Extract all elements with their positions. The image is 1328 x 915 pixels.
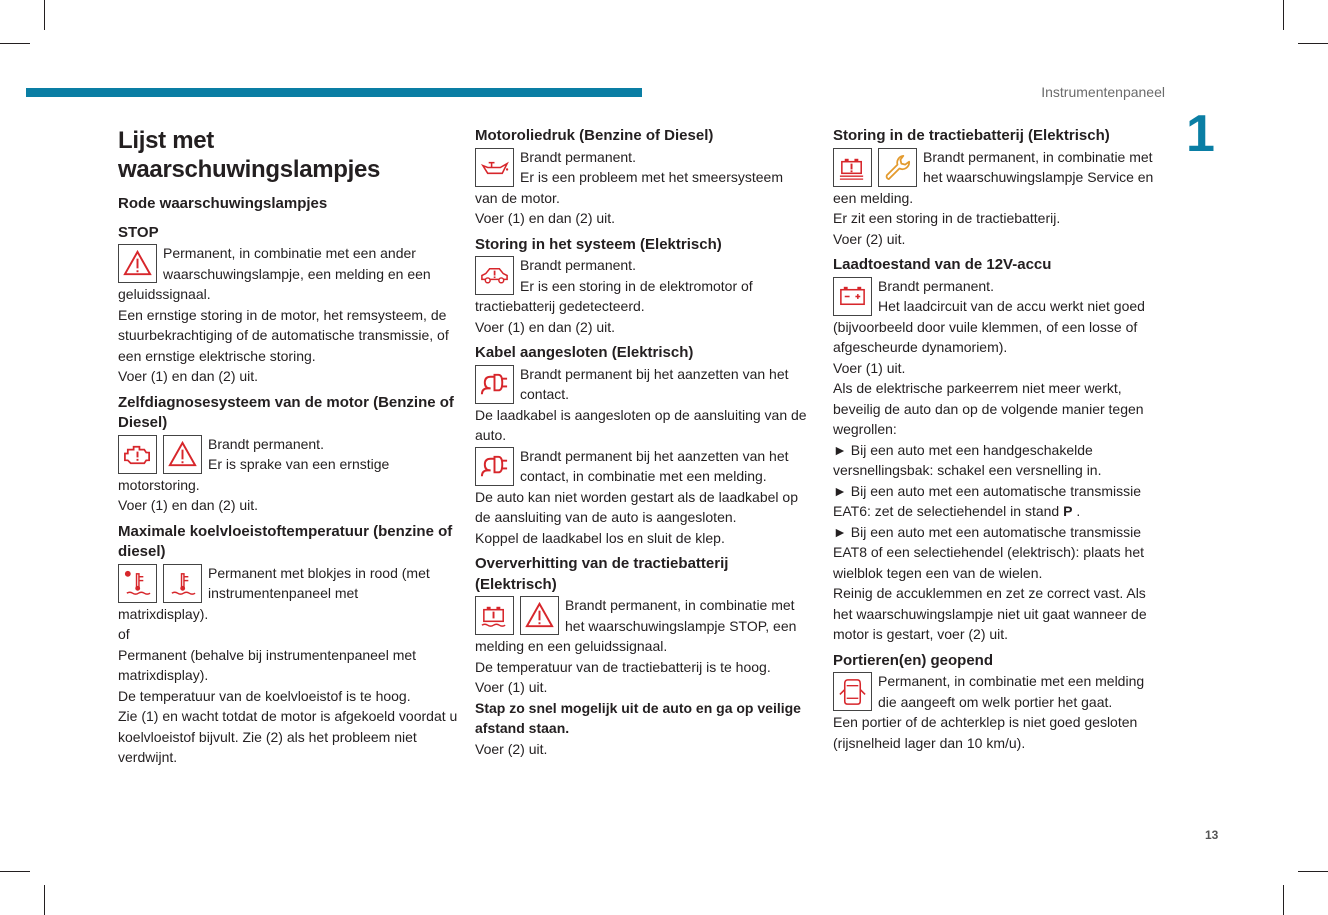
diag-action: Voer (1) en dan (2) uit. <box>118 497 259 513</box>
door-open-icon <box>833 672 872 711</box>
battery-bullet-3: ► Bij een auto met een automatische transmissie EAT8 of een selectiehendel (elektrisch): plaats het wielblok tegen een van de wielen. <box>833 523 1145 581</box>
overheat-action-2: Voer (2) uit. <box>475 740 548 757</box>
battery-bullet-2 <box>833 481 1167 522</box>
crop-mark <box>1283 885 1284 915</box>
coolant-action: Zie (1) en wacht totdat de motor is afgekoeld voordat u koelvloeistof bijvult. Zie (2) als het probleem niet verdwijnt. <box>118 708 458 765</box>
battery-body: Als de elektrische parkeerrem niet meer werkt, beveilig de auto dan op de volgende manier tegen wegrollen: <box>833 380 1144 437</box>
diag-entry <box>118 434 458 496</box>
system-action: Voer (1) en dan (2) uit. <box>475 318 616 335</box>
overheat-text-3: melding en een geluidssignaal. <box>475 638 668 654</box>
traction-battery-icon <box>833 148 872 187</box>
diag-text-2: Er is sprake van een ernstige <box>208 456 390 472</box>
crop-mark <box>1298 43 1328 44</box>
system-text-1: Brandt permanent. <box>520 257 636 273</box>
battery-temperature-icon <box>475 596 514 635</box>
charging-plug-icon <box>475 447 514 486</box>
oil-action: Voer (1) en dan (2) uit. <box>475 210 616 226</box>
gear-position-p: P <box>1063 503 1073 519</box>
crop-mark <box>1298 871 1328 872</box>
cable-entry-b <box>475 446 811 487</box>
traction-body: Er zit een storing in de tractiebatterij. <box>833 210 1061 226</box>
crop-mark <box>44 0 45 30</box>
header-accent-bar <box>26 88 642 97</box>
doors-body: Een portier of de achterklep is niet goed gesloten (rijsnelheid lager dan 10 km/u). <box>833 714 1138 751</box>
stop-text-1: Permanent, in combinatie met een ander <box>163 245 416 261</box>
overheat-text-1: Brandt permanent, in combinatie met <box>565 597 795 613</box>
overheat-warning: Stap zo snel mogelijk uit de auto en ga op veilige afstand staan. <box>475 699 801 736</box>
doors-text-1: Permanent, in combinatie met een melding <box>878 673 1145 689</box>
overheat-action: Voer (1) uit. <box>475 679 548 695</box>
cable-a-body: De laadkabel is aangesloten op de aansluiting van de auto. <box>475 406 807 443</box>
cable-a-text-2: contact. <box>520 386 570 402</box>
subtitle: Rode waarschuwingslampjes <box>118 195 328 212</box>
overheat-text-2: het waarschuwingslampje STOP, een <box>565 617 797 634</box>
traction-action: Voer (2) uit. <box>833 230 906 247</box>
cable-b-text-1: Brandt permanent bij het aanzetten van het <box>520 447 789 464</box>
charging-plug-icon <box>475 365 514 404</box>
battery-tail: Reinig de accuklemmen en zet ze correct vast. Als het waarschuwingslampje niet uit gaat wanneer de motor is gestart, voer (2) uit. <box>833 585 1147 642</box>
traction-text-1: Brandt permanent, in combinatie met <box>923 148 1153 165</box>
stop-heading: STOP <box>118 223 159 241</box>
column-3 <box>833 126 1167 753</box>
coolant-temperature-icon <box>163 564 202 603</box>
system-text-3: tractiebatterij gedetecteerd. <box>475 298 645 314</box>
doors-entry <box>833 671 1167 712</box>
battery-icon <box>833 277 872 316</box>
coolant-text-1: Permanent met blokjes in rood (met <box>208 564 430 581</box>
oil-entry <box>475 147 811 209</box>
battery-entry <box>833 276 1167 317</box>
overheat-entry <box>475 595 811 657</box>
cable-b-text-2: contact, in combinatie met een melding. <box>520 468 767 484</box>
page-number: 13 <box>1205 828 1219 842</box>
stop-text-2: waarschuwingslampje, een melding en een <box>163 265 431 282</box>
cable-entry-a <box>475 364 811 405</box>
battery-text-3: (bijvoorbeeld door vuile klemmen, of een losse of afgescheurde dynamoriem). <box>833 318 1138 355</box>
coolant-entry <box>118 563 458 625</box>
battery-text-2: Het laadcircuit van de accu werkt niet goed <box>878 298 1145 314</box>
overheat-heading: Oververhitting van de tractiebatterij (Elektrisch) <box>475 555 729 593</box>
crop-mark <box>44 885 45 915</box>
crop-mark <box>0 871 30 872</box>
stop-entry <box>118 243 458 305</box>
oil-text-1: Brandt permanent. <box>520 148 636 165</box>
engine-icon <box>118 435 157 474</box>
wrench-icon <box>878 148 917 187</box>
cable-heading: Kabel aangesloten (Elektrisch) <box>475 344 694 361</box>
car-fault-icon <box>475 256 514 295</box>
oil-can-icon <box>475 148 514 187</box>
crop-mark <box>0 43 30 44</box>
coolant-alt: Permanent (behalve bij instrumentenpaneel met matrixdisplay). <box>118 646 417 683</box>
column-1 <box>118 126 458 768</box>
battery-bullet-1: ► Bij een auto met een handgeschakelde versnellingsbak: schakel een versnelling in. <box>833 441 1102 478</box>
doors-heading: Portieren(en) geopend <box>833 651 994 669</box>
coolant-temperature-dot-icon <box>118 564 157 603</box>
cable-a-text-1: Brandt permanent bij het aanzetten van het <box>520 365 789 382</box>
cable-b-body: De auto kan niet worden gestart als de laadkabel op de aansluiting van de auto is aangesloten. <box>475 488 798 525</box>
system-entry <box>475 255 811 317</box>
system-text-2: Er is een storing in de elektromotor of <box>520 277 753 294</box>
system-heading: Storing in het systeem (Elektrisch) <box>475 235 722 253</box>
battery-action: Voer (1) uit. <box>833 359 906 376</box>
cable-b-action: Koppel de laadkabel los en sluit de klep. <box>475 529 725 546</box>
warning-triangle-icon <box>118 244 157 283</box>
column-2 <box>475 126 811 759</box>
oil-heading: Motoroliedruk (Benzine of Diesel) <box>475 127 714 144</box>
traction-heading: Storing in de tractiebatterij (Elektrisch) <box>833 127 1110 144</box>
page-title: Lijst met waarschuwingslampjes <box>118 127 381 183</box>
battery-bullet-2-text: ► Bij een auto met een automatische transmissie EAT6: zet de selectiehendel in stand <box>833 482 1142 519</box>
stop-text-3: geluidssignaal. <box>118 286 211 302</box>
section-title: Instrumentenpaneel <box>1041 84 1165 100</box>
coolant-or: of <box>118 626 130 642</box>
coolant-body: De temperatuur van de koelvloeistof is te hoog. <box>118 687 411 704</box>
stop-action: Voer (1) en dan (2) uit. <box>118 368 259 384</box>
diag-heading: Zelfdiagnosesysteem van de motor (Benzine of Diesel) <box>118 393 454 431</box>
overheat-body: De temperatuur van de tractiebatterij is te hoog. <box>475 658 771 675</box>
traction-text-3: een melding. <box>833 189 914 206</box>
coolant-text-2: instrumentenpaneel met <box>208 585 359 601</box>
stop-body: Een ernstige storing in de motor, het remsysteem, de stuurbekrachtiging of de automatische transmissie, of een ernstige elektrische storing. <box>118 306 449 364</box>
warning-triangle-icon <box>520 596 559 635</box>
chapter-number: 1 <box>1186 105 1215 163</box>
traction-text-2: het waarschuwingslampje Service en <box>923 169 1154 185</box>
diag-text-3: motorstoring. <box>118 476 200 493</box>
battery-bullet-2-end: . <box>1072 503 1081 519</box>
oil-text-2: Er is een probleem met het smeersysteem <box>520 169 783 185</box>
traction-entry <box>833 147 1167 209</box>
warning-triangle-icon <box>163 435 202 474</box>
coolant-heading: Maximale koelvloeistoftemperatuur (benzine of diesel) <box>118 522 453 560</box>
battery-text-1: Brandt permanent. <box>878 277 994 294</box>
doors-text-2: die aangeeft om welk portier het gaat. <box>878 693 1113 710</box>
coolant-text-3: matrixdisplay). <box>118 605 209 622</box>
oil-text-3: van de motor. <box>475 189 560 206</box>
battery-heading: Laadtoestand van de 12V-accu <box>833 256 1052 273</box>
crop-mark <box>1283 0 1284 30</box>
diag-text-1: Brandt permanent. <box>208 435 324 452</box>
